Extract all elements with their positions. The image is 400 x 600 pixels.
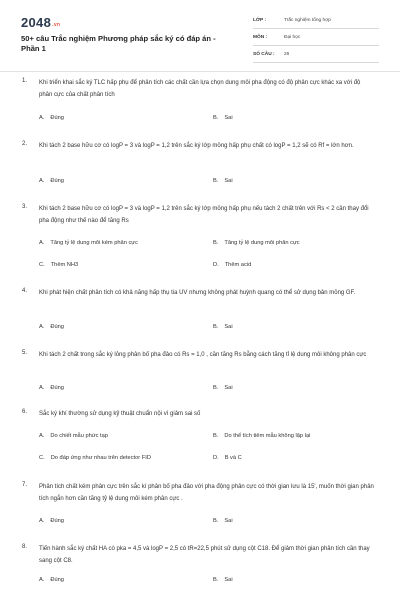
meta-row-class [253,14,379,29]
option-text: Đúng [50,385,64,391]
option-text: Đúng [50,577,64,583]
option-text: Sai [224,324,233,330]
question-number: 3. [22,204,28,210]
meta-value: Đại học [284,35,301,40]
option-text: Đúng [50,178,64,184]
option-b[interactable] [213,178,233,184]
option-text: Sai [224,385,233,391]
logo-main: 2048 [21,15,52,30]
option-text: Tăng tỷ lệ dung môi phân cực [224,240,300,246]
option-text: Sai [224,178,233,184]
question-text: Khi tách 2 chất trong sắc ký lỏng phân bố pha đảo có Rs = 1,0 , cần tăng Rs bằng cách tăng tỉ lệ dung môi không phân cực [39,352,367,358]
option-letter: B. [213,577,219,583]
option-letter: B. [213,518,219,524]
option-b[interactable] [213,518,233,524]
question-number: 7. [22,482,28,488]
option-letter: A. [39,385,45,391]
question-text: Khi phát hiện chất phân tích có khả năng hấp thụ tia UV nhưng không phát huỳnh quang có thể sử dụng bản mỏng GF. [39,290,356,296]
question-number: 5. [22,350,28,356]
option-c[interactable] [39,455,151,461]
option-text: Sai [224,115,233,121]
option-letter: B. [213,178,219,184]
option-letter: A. [39,433,45,439]
option-letter: D. [213,262,219,268]
meta-value: Trắc nghiệm tổng hợp [284,18,331,23]
option-text: B và C [224,455,242,461]
option-a[interactable] [39,433,108,439]
question-number: 6. [22,409,28,415]
option-text: Sai [224,577,233,583]
option-text: Do đáp ứng như nhau trên detector FID [50,455,151,461]
option-letter: C. [39,455,45,461]
option-a[interactable] [39,577,64,583]
site-logo[interactable] [21,15,60,30]
question-number: 2. [22,141,28,147]
option-text: Do thể tích tiêm mẫu không lặp lại [224,433,311,439]
option-d[interactable] [213,455,242,461]
option-a[interactable] [39,385,64,391]
option-text: Đúng [50,518,64,524]
option-b[interactable] [213,324,233,330]
option-letter: B. [213,385,219,391]
meta-label: LỚP : [253,18,267,23]
option-b[interactable] [213,240,300,246]
header-divider [0,71,400,72]
question-text: Khi tách 2 base hữu cơ có logP = 3 và logP = 1,2 trên sắc ký lớp mỏng hấp phụ chất có logP = 1,2 sẽ có Rf = lớn hơn. [39,143,354,149]
option-text: Thêm NH3 [50,262,79,268]
question-text: Khi tách 2 base hữu cơ có logP = 3 và logP = 1,2 trên sắc ký lớp mỏng hấp phụ nếu tách 2 chất trên với Rs < 2 cần thay đổi pha động như thế nào để tăng Rs [39,206,369,224]
option-letter: C. [39,262,45,268]
option-b[interactable] [213,433,310,439]
option-a[interactable] [39,115,64,121]
option-text: Sai [224,518,233,524]
option-letter: B. [213,240,219,246]
option-letter: A. [39,324,45,330]
option-letter: D. [213,455,219,461]
option-letter: A. [39,240,45,246]
option-b[interactable] [213,577,233,583]
option-text: Do chiết mẫu phức tạp [50,433,108,439]
option-a[interactable] [39,518,64,524]
option-text: Tăng tỷ lệ dung môi kém phân cực [50,240,138,246]
meta-label: SỐ CÂU : [253,52,275,57]
question-text: Tiến hành sắc ký chất HA có pka = 4,5 và logP = 2,5 có tR=22,5 phút sử dụng cột C18. Để giảm thời gian phân tích cần thay sang cột C8. [39,546,370,564]
option-text: Thêm acid [224,262,252,268]
document-meta [253,14,379,65]
option-letter: A. [39,115,45,121]
option-d[interactable] [213,262,251,268]
option-a[interactable] [39,178,64,184]
document-title: 50+ câu Trắc nghiệm Phương pháp sắc ký có đáp án - Phần 1 [21,34,216,53]
meta-value: 26 [284,52,290,57]
meta-row-subject [253,31,379,46]
question-text: Sắc ký khí thường sử dụng kỹ thuật chuẩn nội vì giảm sai số [39,411,201,417]
meta-label: MÔN : [253,35,268,40]
question-text: Khi triển khai sắc ký TLC hấp phụ để phân tích các chất cần lựa chọn dung môi pha động có độ phân cực khác xa với độ phân cực của chất phân tích [39,80,361,98]
logo-domain: .vn [52,22,61,28]
meta-row-count [253,48,379,63]
option-b[interactable] [213,385,233,391]
option-b[interactable] [213,115,233,121]
option-letter: A. [39,577,45,583]
question-number: 4. [22,288,28,294]
option-text: Đúng [50,115,64,121]
option-letter: B. [213,433,219,439]
option-text: Đúng [50,324,64,330]
option-a[interactable] [39,240,138,246]
option-a[interactable] [39,324,64,330]
option-letter: B. [213,324,219,330]
option-letter: A. [39,178,45,184]
question-number: 1. [22,78,28,84]
option-letter: B. [213,115,219,121]
document-header [0,0,400,70]
option-letter: A. [39,518,45,524]
question-number: 8. [22,544,28,550]
question-text: Phân tích chất kém phân cực trên sắc kí phân bố pha đảo với pha động phân cực có thời gian lưu là 15', muốn thời gian phân tích ngắn hơn cần tăng tỷ lệ dung môi kém phân cực . [39,484,374,502]
option-c[interactable] [39,262,78,268]
